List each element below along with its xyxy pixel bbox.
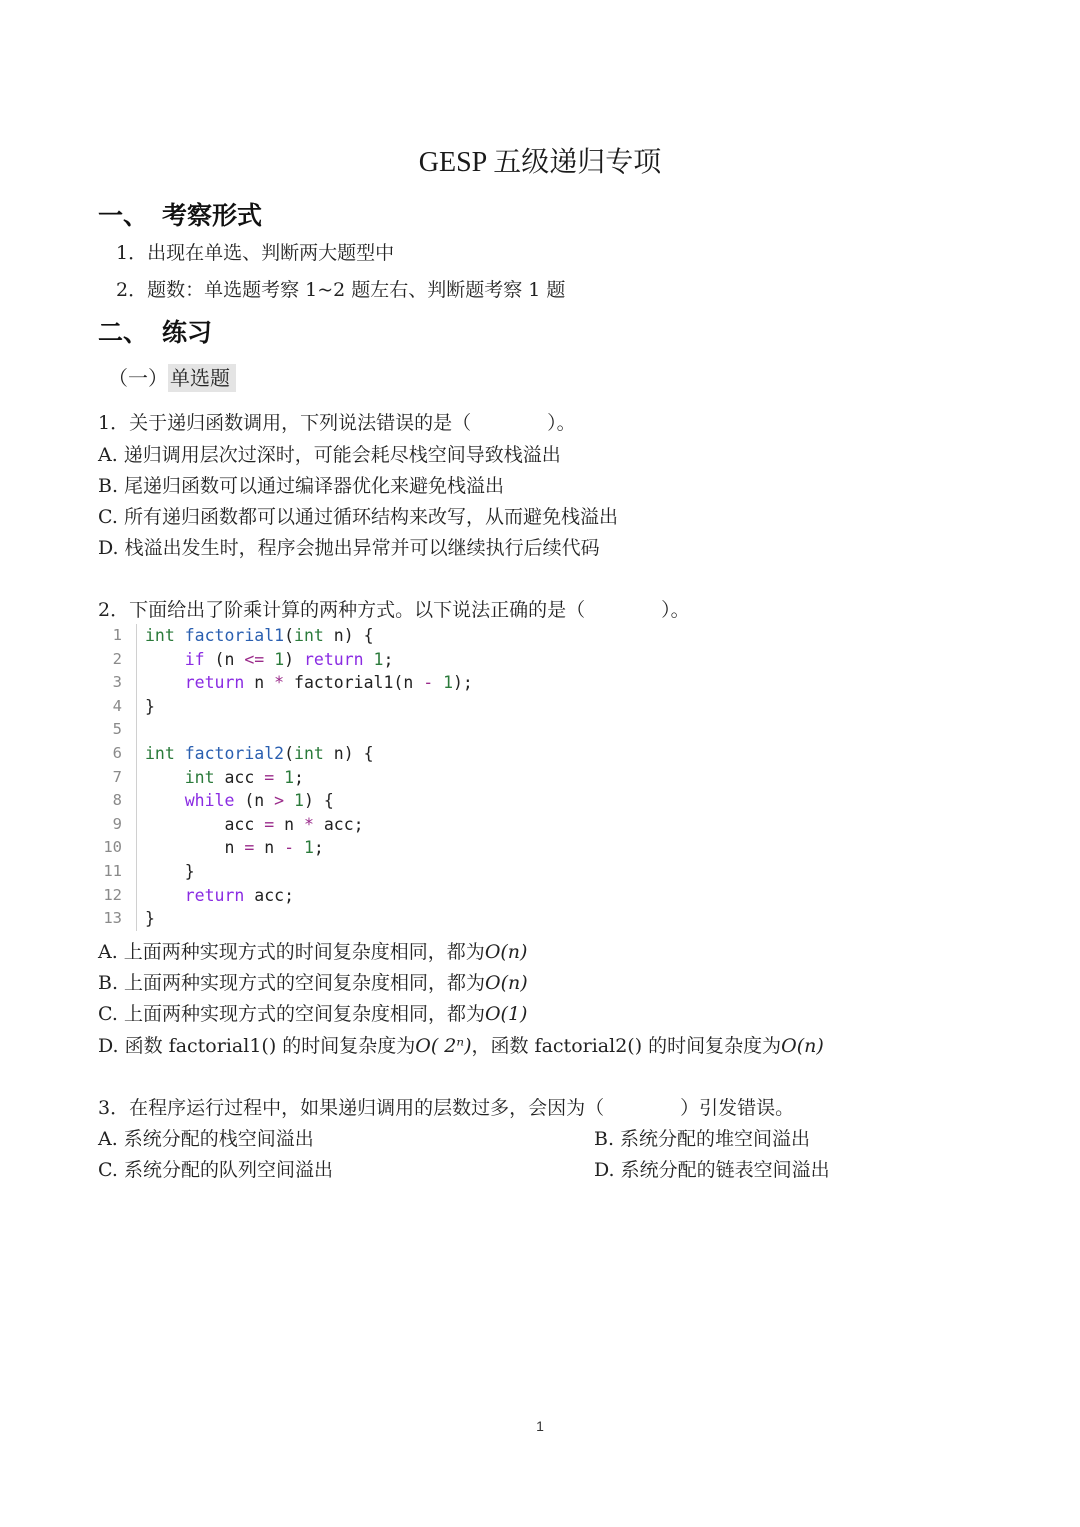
section-label: 考察形式 [162,201,263,230]
subsection-label: 单选题 [168,364,236,392]
section-heading-2 [98,313,212,349]
code-block [98,624,618,931]
code-line: 9 acc = n * acc; [98,813,618,837]
complexity-formula: O(n) [781,1035,824,1057]
question-1-option-d: D. 栈溢出发生时，程序会抛出异常并可以继续执行后续代码 [98,537,600,559]
question-1-option-b: B. 尾递归函数可以通过编译器优化来避免栈溢出 [98,475,505,497]
question-3-option-a: A. 系统分配的栈空间溢出 [98,1128,314,1150]
code-line: 6 int factorial2(int n) { [98,742,618,766]
code-line: 4 } [98,695,618,719]
question-2-option-b: B. 上面两种实现方式的空间复杂度相同，都为O(n) [98,972,528,994]
section-number: 二、 [98,318,149,347]
code-line: 1 int factorial1(int n) { [98,624,618,648]
code-line: 13 } [98,907,618,931]
question-2-stem: 2．下面给出了阶乘计算的两种方式。以下说法正确的是（ ）。 [98,599,690,621]
subsection-heading [108,362,236,391]
code-line: 7 int acc = 1; [98,766,618,790]
code-line: 11 } [98,860,618,884]
code-line: 12 return acc; [98,884,618,908]
complexity-formula: O(n) [484,941,528,963]
section1-item-2: 2．题数：单选题考察 1~2 题左右、判断题考察 1 题 [116,279,566,301]
question-3-option-d: D. 系统分配的链表空间溢出 [594,1159,830,1181]
code-line: 2 if (n <= 1) return 1; [98,648,618,672]
question-2-option-c: C. 上面两种实现方式的空间复杂度相同，都为O(1) [98,1003,528,1025]
complexity-formula: O(1) [484,1003,528,1025]
subsection-prefix: （一） [108,366,168,390]
complexity-formula: O(n) [485,972,528,994]
question-2-option-d: D. 函数 factorial1() 的时间复杂度为O( 2ⁿ)，函数 factorial2() 的时间复杂度为O(n) [98,1035,824,1057]
section-heading-1 [98,196,262,232]
code-line: 8 while (n > 1) { [98,789,618,813]
code-line: 3 return n * factorial1(n - 1); [98,671,618,695]
code-line: 5 [98,718,618,742]
code-line: 10 n = n - 1; [98,836,618,860]
document-title: GESP 五级递归专项 [418,147,662,178]
question-1-stem: 1．关于递归函数调用，下列说法错误的是（ ）。 [98,412,576,434]
page-number: 1 [536,1418,544,1434]
question-2-option-a: A. 上面两种实现方式的时间复杂度相同，都为O(n) [98,941,528,963]
complexity-formula: O( 2ⁿ) [415,1035,472,1057]
question-3-option-b: B. 系统分配的堆空间溢出 [594,1128,811,1150]
question-3-stem: 3．在程序运行过程中，如果递归调用的层数过多，会因为（ ）引发错误。 [98,1097,795,1119]
section1-item-1: 1．出现在单选、判断两大题型中 [116,242,395,264]
question-1-option-c: C. 所有递归函数都可以通过循环结构来改写，从而避免栈溢出 [98,506,618,528]
section-label: 练习 [162,318,213,347]
question-1-option-a: A. 递归调用层次过深时，可能会耗尽栈空间导致栈溢出 [98,444,561,466]
section-number: 一、 [98,201,149,230]
question-3-option-c: C. 系统分配的队列空间溢出 [98,1159,333,1181]
